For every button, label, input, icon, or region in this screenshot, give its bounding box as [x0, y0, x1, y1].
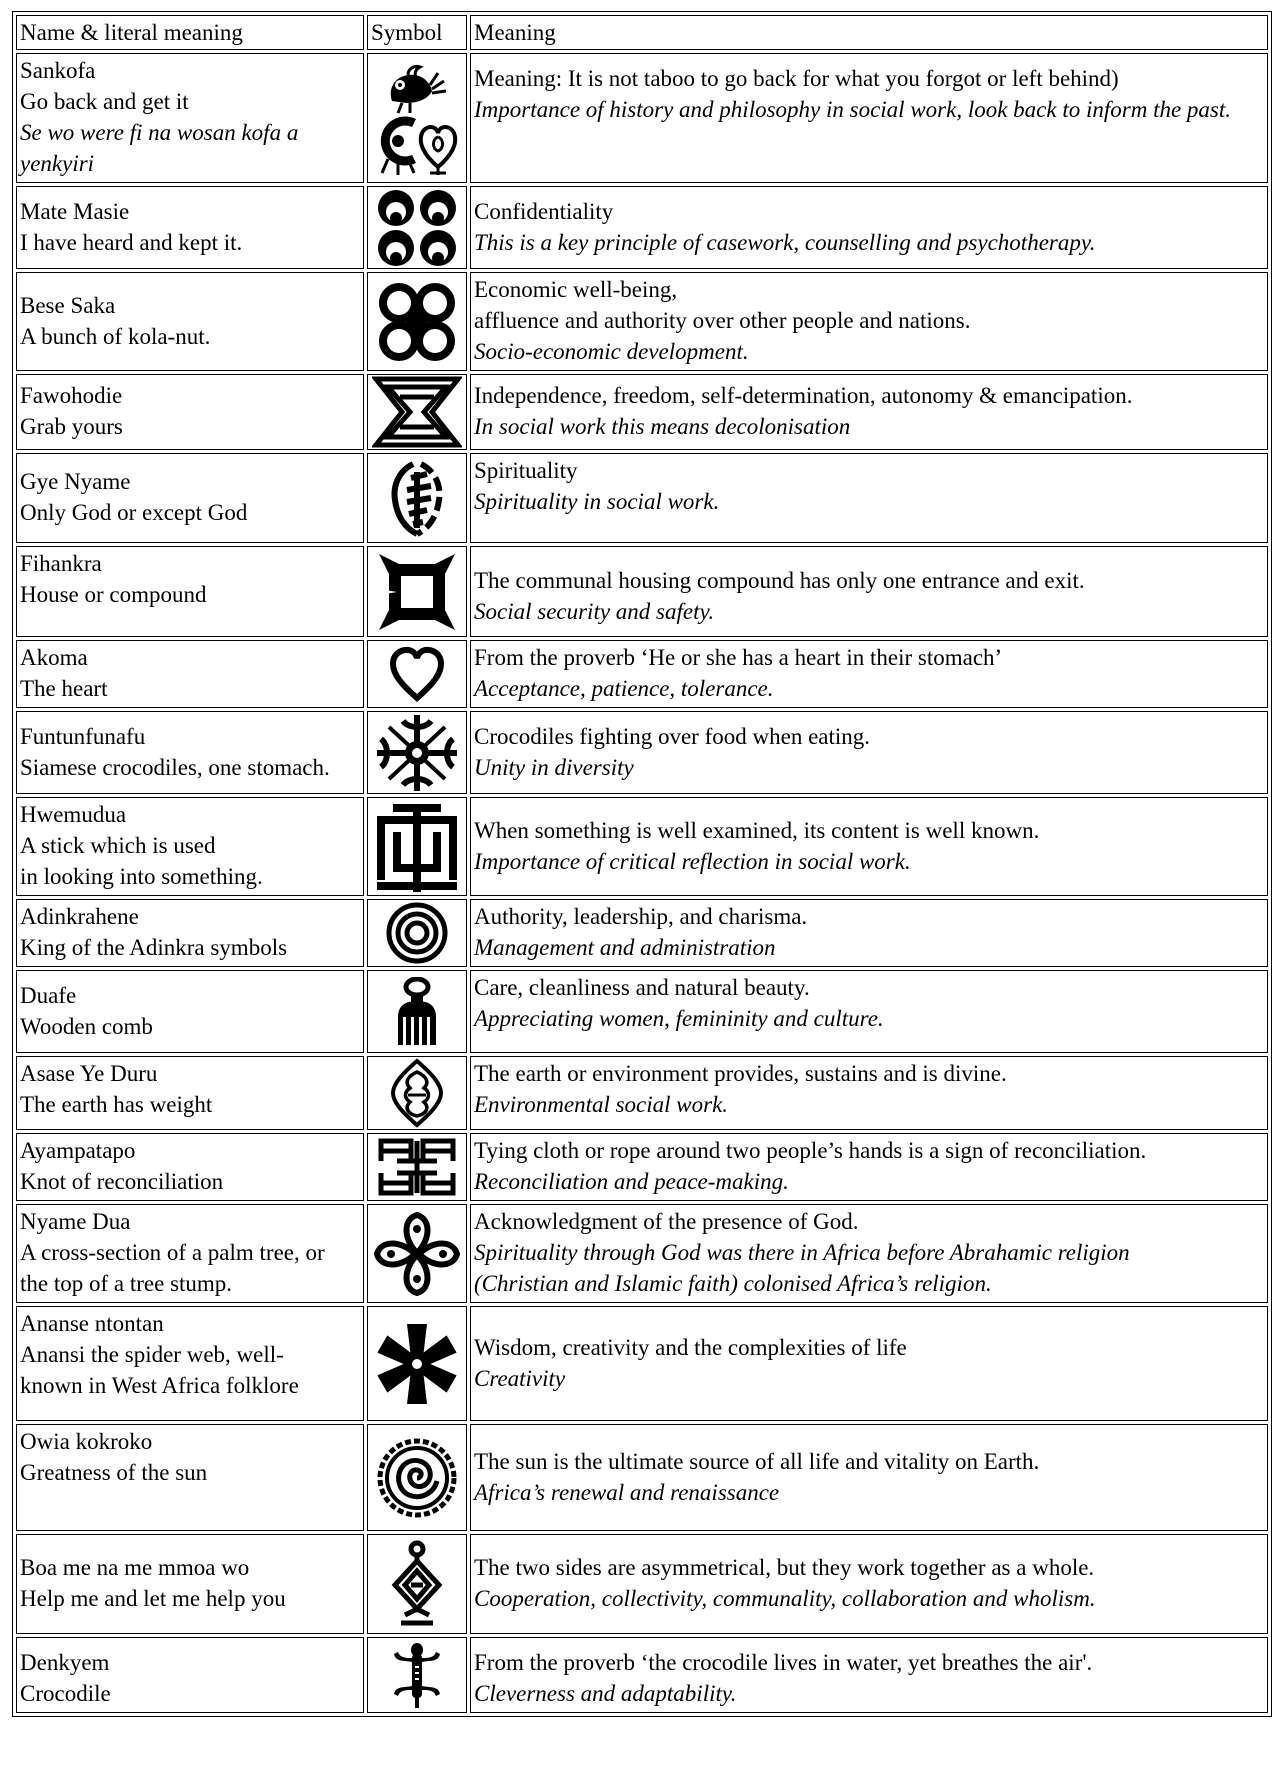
meaning-cell	[470, 1306, 1268, 1421]
name-cell	[16, 1133, 364, 1201]
symbol-name: Fihankra	[20, 551, 102, 576]
name-cell	[16, 1637, 364, 1713]
header-name: Name & literal meaning	[16, 15, 364, 50]
table-row	[16, 53, 1268, 183]
symbol-name: Ayampatapo	[20, 1138, 136, 1163]
symbol-name: Akoma	[20, 645, 88, 670]
funtunfunafu-icon	[373, 713, 461, 793]
table-row	[16, 1204, 1268, 1303]
symbol-name: Sankofa	[20, 58, 96, 83]
meaning-cell	[470, 1056, 1268, 1130]
literal-meaning: Siamese crocodiles, one stomach.	[20, 754, 330, 780]
symbol-name: Duafe	[20, 982, 77, 1008]
table-row	[16, 374, 1268, 450]
boa-me-icon	[387, 1539, 447, 1629]
social-work-meaning: Management and administration	[474, 935, 776, 960]
social-work-meaning: Appreciating women, femininity and culture.	[474, 1006, 884, 1031]
literal-meaning-continued: in looking into something.	[20, 864, 263, 889]
social-work-meaning-continued: (Christian and Islamic faith) colonised Africa’s religion.	[474, 1271, 992, 1296]
name-cell	[16, 1056, 364, 1130]
sun-spiral-icon	[376, 1437, 458, 1519]
meaning-cell	[470, 899, 1268, 967]
social-work-meaning: Environmental social work.	[474, 1092, 729, 1117]
symbol-cell	[367, 899, 467, 967]
comb-icon	[392, 977, 442, 1047]
name-cell	[16, 1204, 364, 1303]
meaning-cell	[470, 1534, 1268, 1634]
social-work-meaning: Reconciliation and peace-making.	[474, 1169, 789, 1194]
meaning-text: Economic well-being,	[474, 277, 678, 302]
proverb: Se wo were fi na wosan kofa a yenkyiri	[20, 120, 299, 176]
fawohodie-icon	[372, 375, 462, 449]
meaning-text: The earth or environment provides, sustains and is divine.	[474, 1061, 1007, 1086]
name-cell	[16, 711, 364, 794]
symbol-name: Ananse ntontan	[20, 1311, 164, 1336]
meaning-cell	[470, 374, 1268, 450]
social-work-meaning: Spirituality in social work.	[474, 489, 720, 514]
symbol-name: Adinkrahene	[20, 904, 139, 929]
nyame-dua-icon	[373, 1209, 461, 1299]
table-row	[16, 1424, 1268, 1531]
name-cell	[16, 1534, 364, 1634]
symbol-cell	[367, 970, 467, 1053]
header-symbol: Symbol	[367, 15, 467, 50]
sankofa-bird-and-heart-icon	[374, 59, 460, 177]
meaning-text: Wisdom, creativity and the complexities of life	[474, 1334, 907, 1360]
fihankra-icon	[375, 550, 459, 634]
social-work-meaning: In social work this means decolonisation	[474, 414, 851, 439]
meaning-cell	[470, 640, 1268, 708]
table-row	[16, 1306, 1268, 1421]
literal-meaning: Greatness of the sun	[20, 1460, 208, 1485]
symbol-name: Hwemudua	[20, 802, 127, 827]
meaning-cell	[470, 186, 1268, 269]
name-cell	[16, 186, 364, 269]
meaning-cell	[470, 970, 1268, 1053]
symbol-cell	[367, 1424, 467, 1531]
symbol-cell	[367, 453, 467, 543]
meaning-text: Independence, freedom, self-determination, autonomy & emancipation.	[474, 383, 1133, 408]
table-row	[16, 1056, 1268, 1130]
table-row	[16, 546, 1268, 637]
table-row	[16, 1133, 1268, 1201]
meaning-cell	[470, 1637, 1268, 1713]
social-work-meaning: Spirituality through God was there in Africa before Abrahamic religion	[474, 1240, 1130, 1265]
crocodile-icon	[390, 1642, 444, 1708]
literal-meaning: Help me and let me help you	[20, 1586, 286, 1611]
social-work-meaning: Acceptance, patience, tolerance.	[474, 676, 774, 701]
literal-meaning-continued: known in West Africa folklore	[20, 1373, 299, 1398]
table-row	[16, 797, 1268, 896]
mate-masie-icon	[374, 188, 460, 268]
table-row	[16, 186, 1268, 269]
table-row	[16, 970, 1268, 1053]
meaning-cell	[470, 1424, 1268, 1531]
symbol-cell	[367, 374, 467, 450]
meaning-cell	[470, 453, 1268, 543]
meaning-cell	[470, 797, 1268, 896]
symbol-cell	[367, 1204, 467, 1303]
social-work-meaning: Creativity	[474, 1365, 566, 1391]
table-row	[16, 1534, 1268, 1634]
meaning-text: Confidentiality	[474, 199, 614, 224]
literal-meaning: House or compound	[20, 582, 207, 607]
table-row	[16, 899, 1268, 967]
literal-meaning: The earth has weight	[20, 1092, 213, 1117]
meaning-text: The two sides are asymmetrical, but they work together as a whole.	[474, 1555, 1095, 1580]
header-meaning: Meaning	[470, 15, 1268, 50]
hwemudua-icon	[375, 802, 459, 892]
literal-meaning: Grab yours	[20, 414, 123, 439]
symbol-name: Bese Saka	[20, 292, 116, 318]
adinkra-table	[12, 11, 1272, 1717]
spider-web-icon	[374, 1321, 460, 1407]
name-cell	[16, 970, 364, 1053]
name-cell	[16, 53, 364, 183]
meaning-text: Crocodiles fighting over food when eating.	[474, 724, 871, 749]
symbol-name: Mate Masie	[20, 198, 130, 224]
meaning-cell	[470, 272, 1268, 371]
symbol-cell	[367, 640, 467, 708]
name-cell	[16, 272, 364, 371]
literal-meaning-continued: the top of a tree stump.	[20, 1271, 233, 1296]
symbol-cell	[367, 711, 467, 794]
symbol-cell	[367, 272, 467, 371]
meaning-text: The communal housing compound has only one entrance and exit.	[474, 567, 1085, 593]
name-cell	[16, 374, 364, 450]
meaning-cell	[470, 1204, 1268, 1303]
social-work-meaning: Unity in diversity	[474, 755, 634, 780]
table-row	[16, 640, 1268, 708]
literal-meaning: Crocodile	[20, 1681, 111, 1706]
name-cell	[16, 546, 364, 637]
name-cell	[16, 899, 364, 967]
symbol-cell	[367, 1133, 467, 1201]
social-work-meaning: Cleverness and adaptability.	[474, 1681, 737, 1706]
table-row	[16, 1637, 1268, 1713]
literal-meaning: A stick which is used	[20, 833, 216, 858]
literal-meaning: Anansi the spider web, well-	[20, 1342, 284, 1367]
social-work-meaning: Africa’s renewal and renaissance	[474, 1479, 780, 1505]
social-work-meaning: Importance of history and philosophy in social work, look back to inform the past.	[474, 97, 1232, 122]
social-work-meaning: Cooperation, collectivity, communality, collaboration and wholism.	[474, 1586, 1096, 1611]
meaning-text: Acknowledgment of the presence of God.	[474, 1209, 859, 1234]
social-work-meaning: Socio-economic development.	[474, 339, 749, 364]
literal-meaning: A cross-section of a palm tree, or	[20, 1240, 325, 1265]
name-cell	[16, 1424, 364, 1531]
literal-meaning: Knot of reconciliation	[20, 1169, 224, 1194]
social-work-meaning: Importance of critical reflection in social work.	[474, 848, 911, 874]
symbol-cell	[367, 186, 467, 269]
symbol-name: Fawohodie	[20, 383, 123, 408]
name-cell	[16, 1306, 364, 1421]
social-work-meaning: Social security and safety.	[474, 598, 715, 624]
gye-nyame-icon	[387, 458, 447, 538]
meaning-text: When something is well examined, its content is well known.	[474, 817, 1040, 843]
table-row	[16, 272, 1268, 371]
bese-saka-icon	[375, 279, 459, 365]
concentric-circles-icon	[386, 902, 448, 964]
symbol-name: Gye Nyame	[20, 469, 131, 494]
name-cell	[16, 453, 364, 543]
meaning-text: Spirituality	[474, 458, 578, 483]
meaning-text: The sun is the ultimate source of all life and vitality on Earth.	[474, 1448, 1040, 1474]
symbol-cell	[367, 1534, 467, 1634]
symbol-name: Funtunfunafu	[20, 723, 146, 749]
asase-ye-duru-icon	[390, 1058, 444, 1128]
social-work-meaning: This is a key principle of casework, counselling and psychotherapy.	[474, 230, 1096, 255]
literal-meaning: Wooden comb	[20, 1013, 153, 1039]
table-row	[16, 453, 1268, 543]
meaning-text: Authority, leadership, and charisma.	[474, 904, 808, 929]
symbol-name: Denkyem	[20, 1650, 110, 1675]
symbol-cell	[367, 1637, 467, 1713]
symbol-cell	[367, 797, 467, 896]
symbol-name: Nyame Dua	[20, 1209, 131, 1234]
meaning-cell	[470, 53, 1268, 183]
heart-icon	[389, 646, 445, 702]
meaning-text: Care, cleanliness and natural beauty.	[474, 975, 810, 1000]
meaning-cell	[470, 546, 1268, 637]
name-cell	[16, 797, 364, 896]
literal-meaning: Go back and get it	[20, 89, 189, 114]
literal-meaning: The heart	[20, 676, 108, 701]
meaning-cell	[470, 1133, 1268, 1201]
symbol-name: Boa me na me mmoa wo	[20, 1555, 250, 1580]
knot-icon	[377, 1135, 457, 1199]
symbol-cell	[367, 1056, 467, 1130]
symbol-name: Asase Ye Duru	[20, 1061, 158, 1086]
literal-meaning: I have heard and kept it.	[20, 229, 243, 255]
symbol-name: Owia kokroko	[20, 1429, 153, 1454]
header-row	[16, 15, 1268, 50]
name-cell	[16, 640, 364, 708]
literal-meaning: King of the Adinkra symbols	[20, 935, 288, 960]
meaning-text-continued: affluence and authority over other people and nations.	[474, 308, 971, 333]
symbol-cell	[367, 53, 467, 183]
literal-meaning: A bunch of kola-nut.	[20, 323, 211, 349]
meaning-text: Meaning: It is not taboo to go back for what you forgot or left behind)	[474, 66, 1119, 91]
literal-meaning: Only God or except God	[20, 500, 248, 525]
meaning-text: From the proverb ‘He or she has a heart in their stomach’	[474, 645, 1003, 670]
table-row	[16, 711, 1268, 794]
meaning-text: From the proverb ‘the crocodile lives in water, yet breathes the air'.	[474, 1650, 1093, 1675]
symbol-cell	[367, 1306, 467, 1421]
meaning-text: Tying cloth or rope around two people’s hands is a sign of reconciliation.	[474, 1138, 1147, 1163]
symbol-cell	[367, 546, 467, 637]
meaning-cell	[470, 711, 1268, 794]
